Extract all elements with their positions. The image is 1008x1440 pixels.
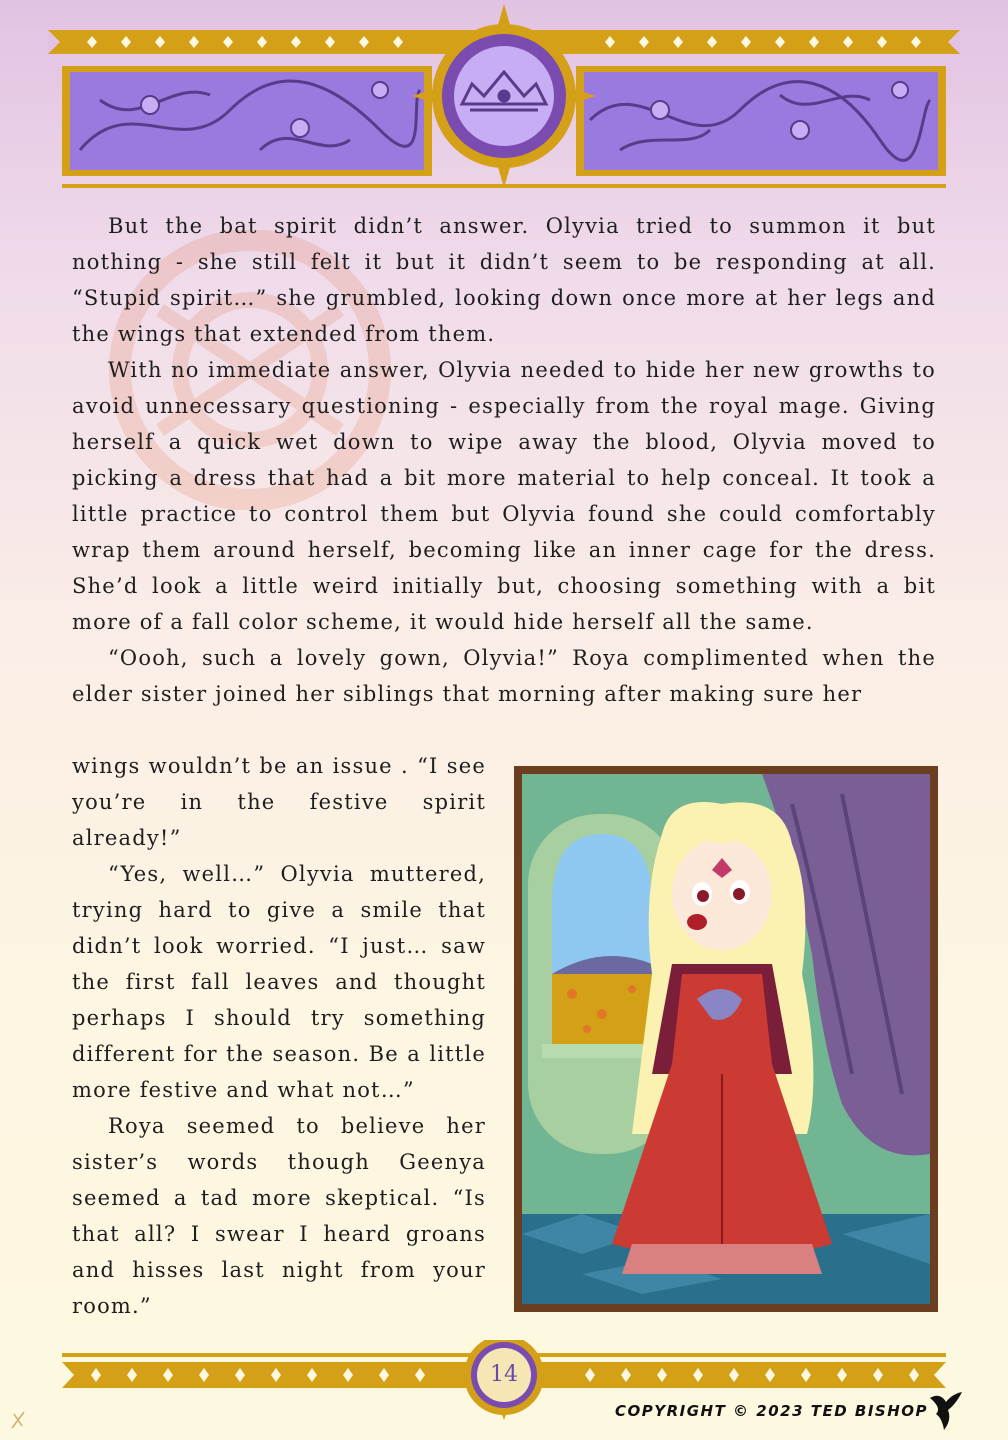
story-paragraph: wings wouldn’t be an issue . “I see you’re in the festive spirit already!” (72, 754, 486, 850)
page-number: 14 (490, 1362, 518, 1387)
story-paragraph: With no immediate answer, Olyvia needed to hide her new growths to avoid unnecessary questioning - especially from the royal mage. Giving herself a quick wet down to wipe away the blood, Olyvia moved to picking a dress that had a bit more material to help conceal. It took a little practice to control them but Olyvia found she could comfortably wrap them around herself, becoming like an inner cage for the dress. She’d look a little weird initially but, choosing something with a bit more of a fall color scheme, it would hide herself all the same. (72, 358, 936, 634)
pencil-mark-icon (10, 1410, 26, 1430)
story-paragraph: “Oooh, such a lovely gown, Olyvia!” Roya complimented when the elder sister joined her siblings that morning after making sure her (72, 646, 936, 706)
story-text-lower (72, 748, 486, 1324)
illustration-frame (514, 766, 938, 1312)
story-text-upper (72, 208, 936, 712)
bat-signature-icon (926, 1388, 966, 1432)
story-paragraph: But the bat spirit didn’t answer. Olyvia tried to summon it but nothing - she still felt it but it didn’t seem to be responding at all. “Stupid spirit…” she grumbled, looking down once more at her legs and the wings that extended from them. (72, 214, 936, 346)
copyright-text: COPYRIGHT © 2023 TED BISHOP (614, 1402, 928, 1420)
illustration-olyvia (522, 774, 930, 1304)
story-paragraph: “Yes, well…” Olyvia muttered, trying hard to give a smile that didn’t look worried. “I just… saw the first fall leaves and thought perhaps I should try something different for the season. Be a little more festive and what not…” (72, 862, 486, 1102)
header-ornament (0, 0, 1008, 200)
story-paragraph: Roya seemed to believe her sister’s words though Geenya seemed a tad more skeptical. “Is that all? I swear I heard groans and hisses last night from your room.” (72, 1114, 486, 1318)
